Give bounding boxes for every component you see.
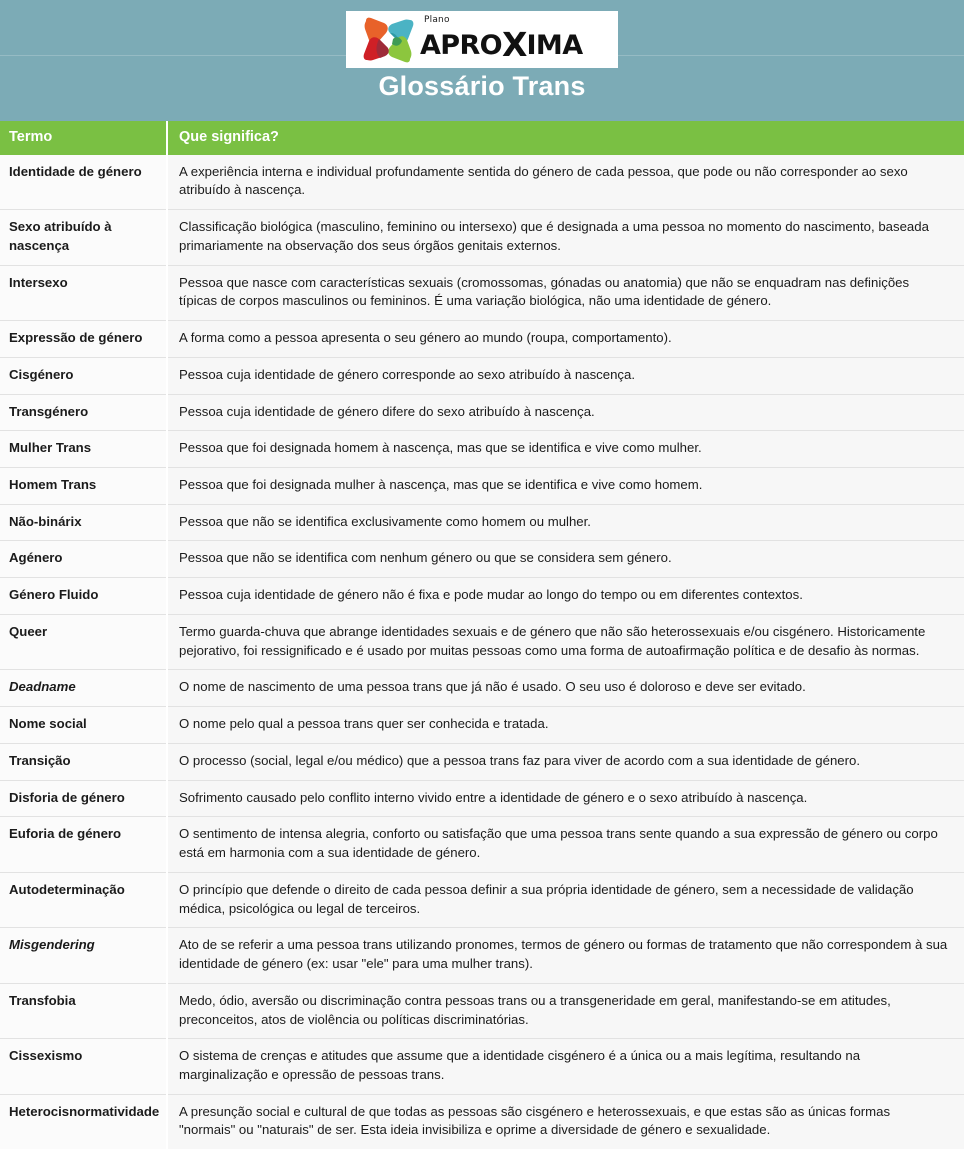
glossary-definition: O sistema de crenças e atitudes que assume que a identidade cisgénero é a única ou a mais legítima, resultando na marginalização e opressão de pessoas trans. <box>167 1039 964 1094</box>
glossary-definition: A presunção social e cultural de que todas as pessoas são cisgénero e heterossexuais, e que estas são as únicas formas "normais" ou "naturais" de ser. Esta ideia invisibiliza e oprime a diversidade de género e sexualidade. <box>167 1094 964 1149</box>
glossary-definition: O nome de nascimento de uma pessoa trans que já não é usado. O seu uso é doloroso e deve ser evitado. <box>167 670 964 707</box>
glossary-term: Cisgénero <box>0 357 167 394</box>
glossary-term: Euforia de género <box>0 817 167 872</box>
glossary-definition: O sentimento de intensa alegria, conforto ou satisfação que uma pessoa trans sente quando a sua expressão de género ou corpo está em harmonia com a sua identidade de género. <box>167 817 964 872</box>
table-row <box>0 1039 964 1094</box>
glossary-term: Sexo atribuído à nascença <box>0 210 167 265</box>
glossary-definition: A experiência interna e individual profundamente sentida do género de cada pessoa, que pode ou não corresponder ao sexo atribuído à nascença. <box>167 155 964 210</box>
table-row <box>0 707 964 744</box>
glossary-table <box>0 121 964 1149</box>
glossary-term: Disforia de género <box>0 780 167 817</box>
glossary-definition: Pessoa que foi designada mulher à nascença, mas que se identifica e vive como homem. <box>167 468 964 505</box>
column-header-definition: Que significa? <box>167 121 964 155</box>
glossary-term: Expressão de género <box>0 321 167 358</box>
glossary-definition: Pessoa cuja identidade de género não é fixa e pode mudar ao longo do tempo ou em diferentes contextos. <box>167 578 964 615</box>
logo-container <box>346 11 618 68</box>
glossary-term: Não-binárix <box>0 504 167 541</box>
column-header-term: Termo <box>0 121 167 155</box>
glossary-definition: O princípio que defende o direito de cada pessoa definir a sua própria identidade de género, sem a necessidade de validação médica, psicológica ou legal de terceiros. <box>167 872 964 927</box>
page-header <box>0 0 964 121</box>
table-row <box>0 983 964 1038</box>
glossary-term: Agénero <box>0 541 167 578</box>
glossary-definition: O processo (social, legal e/ou médico) que a pessoa trans faz para viver de acordo com a sua identidade de género. <box>167 743 964 780</box>
glossary-term: Homem Trans <box>0 468 167 505</box>
table-row <box>0 817 964 872</box>
glossary-term: Deadname <box>0 670 167 707</box>
glossary-definition: A forma como a pessoa apresenta o seu género ao mundo (roupa, comportamento). <box>167 321 964 358</box>
glossary-definition: Sofrimento causado pelo conflito interno vivido entre a identidade de género e o sexo atribuído à nascença. <box>167 780 964 817</box>
glossary-term: Queer <box>0 614 167 669</box>
glossary-definition: O nome pelo qual a pessoa trans quer ser conhecida e tratada. <box>167 707 964 744</box>
glossary-definition: Pessoa cuja identidade de género corresponde ao sexo atribuído à nascença. <box>167 357 964 394</box>
table-head <box>0 121 964 155</box>
table-row <box>0 468 964 505</box>
glossary-term: Transgénero <box>0 394 167 431</box>
table-row <box>0 872 964 927</box>
table-row <box>0 210 964 265</box>
table-row <box>0 155 964 210</box>
glossary-definition: Classificação biológica (masculino, feminino ou intersexo) que é designada a uma pessoa no momento do nascimento, baseada primariamente na observação dos seus órgãos genitais externos. <box>167 210 964 265</box>
page-title: Glossário Trans <box>378 71 586 101</box>
glossary-term: Mulher Trans <box>0 431 167 468</box>
logo-plano-text: Plano <box>424 15 450 25</box>
table-header-row <box>0 121 964 155</box>
table-row <box>0 780 964 817</box>
glossary-definition: Pessoa que não se identifica com nenhum género ou que se considera sem género. <box>167 541 964 578</box>
table-row <box>0 357 964 394</box>
glossary-definition: Pessoa que foi designada homem à nascença, mas que se identifica e vive como mulher. <box>167 431 964 468</box>
aproxima-wordmark <box>420 15 610 65</box>
table-row <box>0 504 964 541</box>
table-row <box>0 541 964 578</box>
glossary-definition: Pessoa que não se identifica exclusivamente como homem ou mulher. <box>167 504 964 541</box>
glossary-term: Autodeterminação <box>0 872 167 927</box>
glossary-term: Transfobia <box>0 983 167 1038</box>
glossary-definition: Termo guarda-chuva que abrange identidades sexuais e de género que não são heterossexuais e/ou cisgénero. Historicamente pejorativo, foi ressignificado e é usado por muitas pessoas como uma forma de autoafirmação política e de desafio às normas. <box>167 614 964 669</box>
table-row <box>0 321 964 358</box>
glossary-term: Intersexo <box>0 265 167 320</box>
glossary-term: Género Fluido <box>0 578 167 615</box>
table-body <box>0 155 964 1149</box>
glossary-term: Heterocisnormatividade <box>0 1094 167 1149</box>
logo-aproxima-text: APROXIMA <box>420 25 583 64</box>
table-row <box>0 578 964 615</box>
glossary-definition: Ato de se referir a uma pessoa trans utilizando pronomes, termos de género ou formas de tratamento que não correspondem à sua identidade de género (ex: usar "ele" para uma mulher trans). <box>167 928 964 983</box>
glossary-term: Cissexismo <box>0 1039 167 1094</box>
glossary-term: Nome social <box>0 707 167 744</box>
glossary-term: Identidade de género <box>0 155 167 210</box>
table-row <box>0 614 964 669</box>
table-row <box>0 265 964 320</box>
table-row <box>0 928 964 983</box>
table-row <box>0 743 964 780</box>
table-row <box>0 431 964 468</box>
table-row <box>0 1094 964 1149</box>
glossary-term: Transição <box>0 743 167 780</box>
aproxima-logo-mark <box>360 16 416 64</box>
table-row <box>0 394 964 431</box>
glossary-definition: Pessoa cuja identidade de género difere do sexo atribuído à nascença. <box>167 394 964 431</box>
glossary-definition: Medo, ódio, aversão ou discriminação contra pessoas trans ou a transgeneridade em geral, manifestando-se em atitudes, preconceitos, atos de violência ou políticas discriminatórias. <box>167 983 964 1038</box>
glossary-term: Misgendering <box>0 928 167 983</box>
glossary-definition: Pessoa que nasce com características sexuais (cromossomas, gónadas ou anatomia) que não se enquadram nas definições típicas de corpos masculinos ou femininos. É uma variação biológica, não uma identidade de género. <box>167 265 964 320</box>
table-row <box>0 670 964 707</box>
